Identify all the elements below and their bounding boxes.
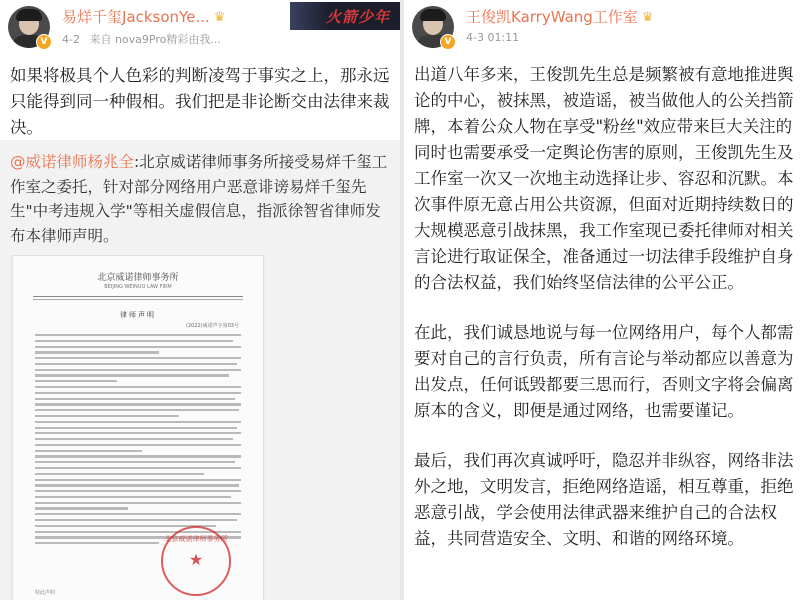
crown-icon: ♛ xyxy=(641,10,654,25)
repost-block[interactable] xyxy=(0,140,400,600)
verified-badge-icon: V xyxy=(440,34,456,50)
post-paragraph: 最后，我们再次真诚呼吁，隐忍并非纵容，网络非法外之地，文明发言，拒绝网络造谣，相互尊重，拒绝恶意引战，学会使用法律武器来维护自己的合法权益，共同营造安全、文明、和谐的网络环境。 xyxy=(414,451,794,548)
doc-header: 北京威诺律师事务所 xyxy=(97,273,179,283)
post-meta xyxy=(62,31,227,47)
post-source: 来自 nova9Pro精彩由我... xyxy=(89,33,221,46)
doc-signature: 特此声明 xyxy=(35,590,56,596)
post-date: 4-3 01:11 xyxy=(466,31,520,44)
seal-text: 北京威诺律师事务所 xyxy=(164,535,228,543)
verified-badge-icon: V xyxy=(36,34,52,50)
post-text xyxy=(414,62,794,576)
post-meta xyxy=(466,31,525,44)
post-paragraph: 在此，我们诚恳地说与每一位网络用户，每个人都需要对自己的言行负责，所有言论与举动都应以善意为出发点，任何诋毁都要三思而行，否则文字将会偏离原本的含义，即便是通过网络，也需要谨记。 xyxy=(414,323,794,420)
right-weibo-post xyxy=(404,0,800,600)
post-header xyxy=(0,0,400,56)
banner-text: 火箭少年 xyxy=(325,8,390,26)
doc-title: 律师声明 xyxy=(120,311,156,319)
post-date: 4-2 xyxy=(62,33,80,46)
username-link[interactable]: 易烊千玺JacksonYe... ♛ xyxy=(62,8,226,26)
username-link[interactable]: 王俊凯KarryWang工作室 ♛ xyxy=(466,8,654,26)
post-text: 如果将极具个人色彩的判断凌驾于事实之上，那永远只能得到同一种假相。我们把是非论断交由法律来裁决。 xyxy=(10,66,390,137)
header-banner-image xyxy=(290,2,400,30)
red-seal-stamp: 北京威诺律师事务所 ★ xyxy=(161,526,231,596)
post-paragraph: 出道八年多来，王俊凯先生总是频繁被有意地推进舆论的中心，被抹黑，被造谣，被当做他人的公关挡箭牌，本着公众人物在享受"粉丝"效应带来巨大关注的同时也需要承受一定舆论伤害的原则，王俊凯先生及工作室一次又一次地主动选择让步、容忍和沉默。本次事件原无意占用公共资源，但面对近期持续数日的大规模恶意引战抹黑，我工作室现已委托律师对相关言论进行取证保全，准备通过一切法律手段维护自身的合法权益，我们始终坚信法律的公平公正。 xyxy=(414,65,794,292)
repost-text: @威诺律师杨兆全:北京威诺律师事务所接受易烊千玺工作室之委托，针对部分网络用户恶意诽谤易烊千玺先生"中考违规入学"等相关虚假信息，指派徐智省律师发布本律师声明。 xyxy=(10,153,388,245)
doc-body-lines xyxy=(35,334,241,548)
doc-subheader: BEIJING WEINUO LAW FIRM xyxy=(104,284,172,290)
lawyer-statement-image[interactable] xyxy=(12,255,264,600)
post-header xyxy=(404,0,800,56)
crown-icon: ♛ xyxy=(213,10,226,25)
mention-link[interactable]: @威诺律师杨兆全 xyxy=(10,153,135,171)
doc-number: (2022)威诺声字第03号 xyxy=(186,323,239,329)
